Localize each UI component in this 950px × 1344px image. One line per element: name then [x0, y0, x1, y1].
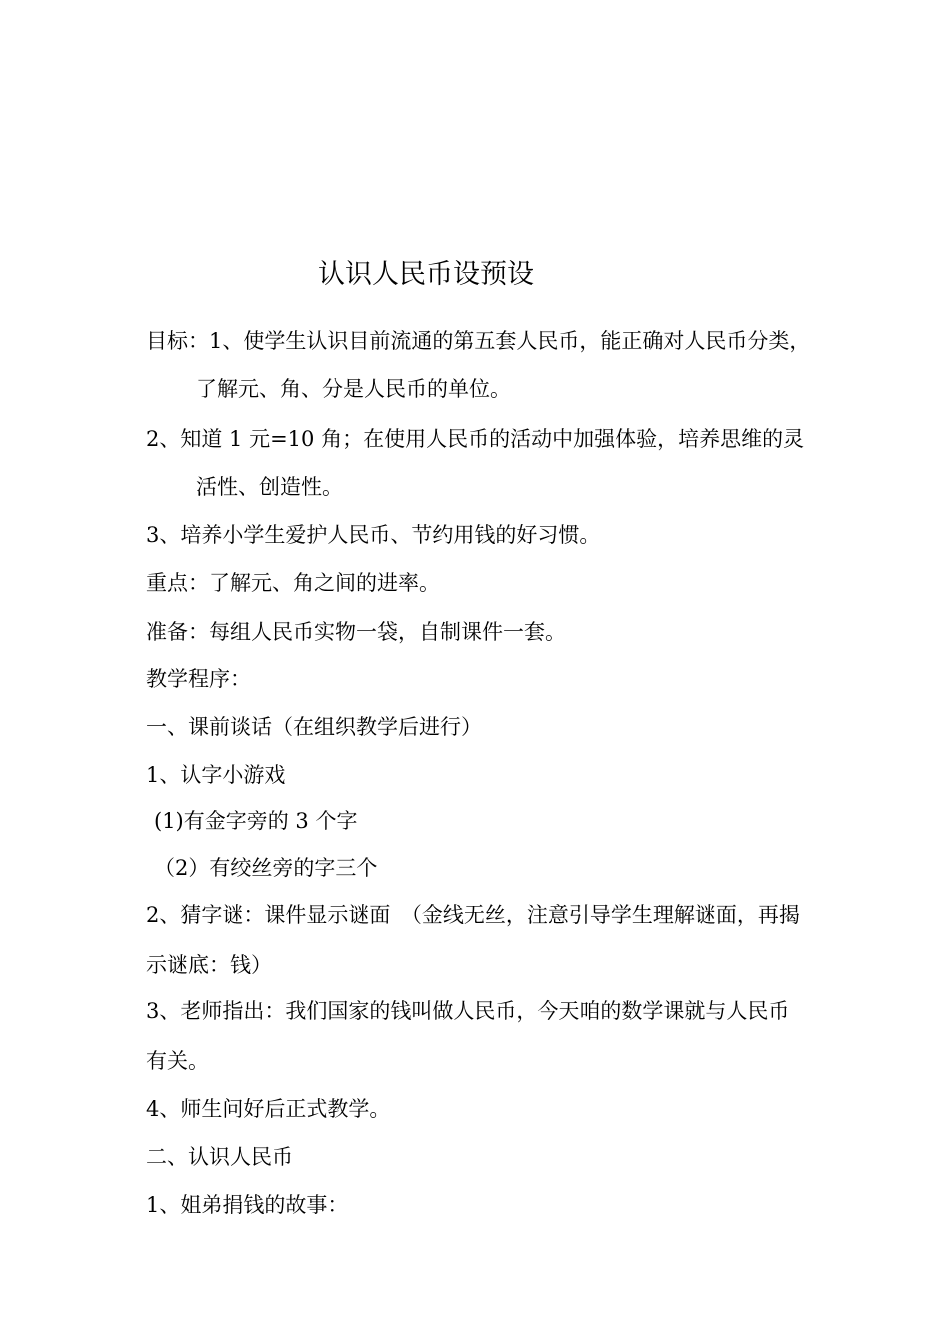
text-line: 示谜底：钱） — [146, 953, 272, 977]
text-line: 二、认识人民币 — [146, 1145, 293, 1169]
text-line: 3、培养小学生爱护人民币、节约用钱的好习惯。 — [146, 523, 601, 547]
text-line: 一、课前谈话（在组织教学后进行） — [146, 715, 482, 739]
text-line: 2、知道 1 元=10 角；在使用人民币的活动中加强体验，培养思维的灵 — [146, 427, 805, 451]
text-line: 1、姐弟捐钱的故事： — [146, 1193, 349, 1217]
text-line: （2）有绞丝旁的字三个 — [154, 856, 378, 880]
text-line: 了解元、角、分是人民币的单位。 — [196, 377, 511, 401]
text-line: 准备：每组人民币实物一袋，自制课件一套。 — [146, 620, 566, 644]
text-line: 教学程序： — [146, 667, 251, 691]
text-line: 2、猜字谜：课件显示谜面 （金线无丝，注意引导学生理解谜面，再揭 — [146, 903, 800, 927]
text-line: 3、老师指出：我们国家的钱叫做人民币，今天咱的数学课就与人民币 — [146, 999, 790, 1023]
text-line: 有关。 — [146, 1049, 209, 1073]
text-line: 重点：了解元、角之间的进率。 — [146, 571, 440, 595]
text-line: 目标：1、使学生认识目前流通的第五套人民币，能正确对人民币分类， — [146, 329, 811, 353]
text-line: 4、师生问好后正式教学。 — [146, 1097, 391, 1121]
text-line: 1、认字小游戏 — [146, 763, 286, 787]
document-title: 认识人民币设预设 — [318, 259, 534, 290]
text-line: (1)有金字旁的 3 个字 — [154, 809, 358, 833]
text-line: 活性、创造性。 — [196, 475, 343, 499]
